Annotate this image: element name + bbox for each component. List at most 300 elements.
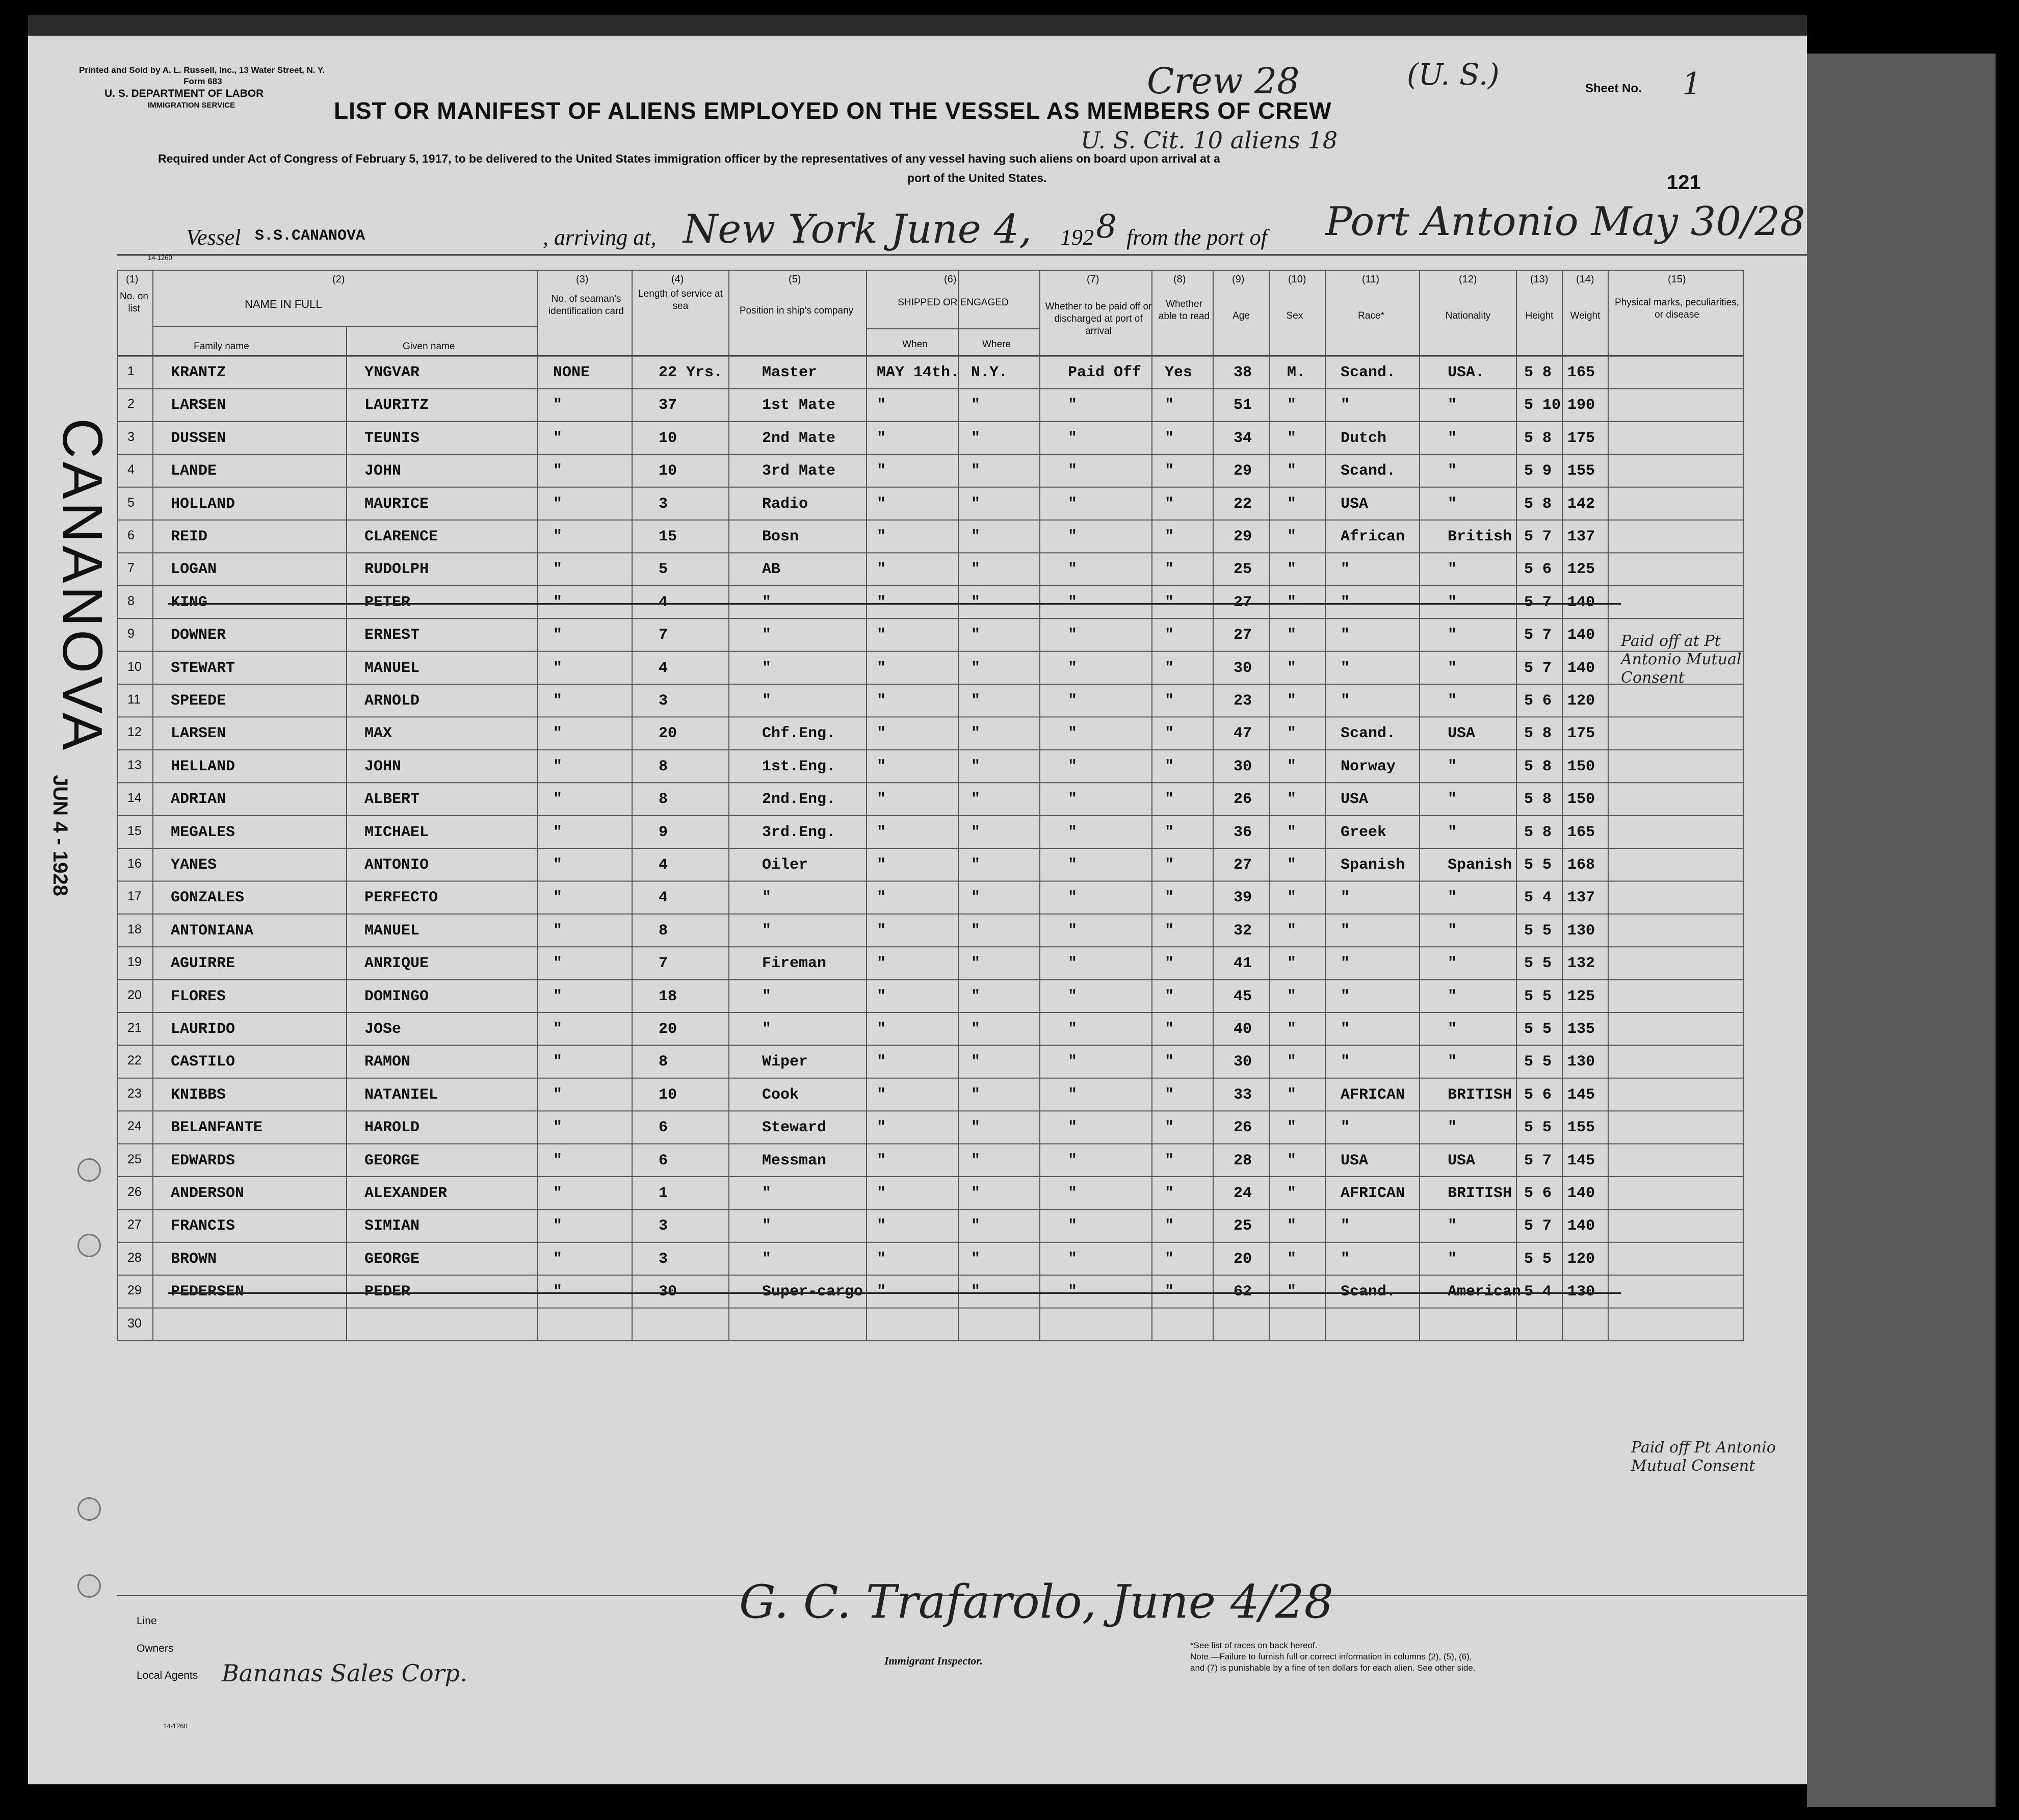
height: 5 6 <box>1524 561 1552 579</box>
nationality: " <box>1448 561 1457 579</box>
age: 29 <box>1234 462 1252 480</box>
position: Fireman <box>762 955 827 973</box>
column-number-label: (6) <box>944 274 957 285</box>
height: 5 8 <box>1524 758 1552 775</box>
col-header-id-card: No. of seaman's identification card <box>548 294 624 317</box>
paid-off: " <box>1068 725 1078 743</box>
race: " <box>1341 1021 1350 1038</box>
department-name: U. S. DEPARTMENT OF LABOR <box>104 88 264 99</box>
id-card: " <box>553 823 563 841</box>
given-name: RAMON <box>364 1053 411 1071</box>
family-name: LARSEN <box>171 725 226 743</box>
weight: 130 <box>1567 1053 1595 1071</box>
paid-off: " <box>1068 429 1078 447</box>
strike-through-line <box>168 1292 1621 1294</box>
nationality: " <box>1448 1119 1457 1137</box>
row-number: 2 <box>127 397 135 411</box>
weight: 175 <box>1567 725 1595 743</box>
length-of-service: 8 <box>659 1053 668 1071</box>
given-name: PERFECTO <box>364 889 438 907</box>
shipped-when: " <box>877 791 886 809</box>
vessel-name: S.S.CANANOVA <box>255 227 365 245</box>
race: " <box>1341 692 1350 710</box>
height: 5 5 <box>1524 1053 1552 1071</box>
row-number: 28 <box>127 1250 142 1265</box>
row-number: 18 <box>127 922 142 937</box>
stamp-number: 121 <box>1667 171 1701 194</box>
race: " <box>1341 593 1350 611</box>
family-name: HELLAND <box>171 758 235 775</box>
race: USA <box>1341 495 1369 513</box>
column-number-label: (1) <box>126 274 139 285</box>
height: 5 4 <box>1524 1283 1552 1301</box>
id-card: " <box>553 889 563 907</box>
column-number-label: (15) <box>1668 274 1686 285</box>
paid-off: " <box>1068 1053 1078 1071</box>
nationality: " <box>1448 593 1457 611</box>
shipped-where: " <box>971 987 981 1005</box>
shipped-where: " <box>971 1119 981 1137</box>
race: " <box>1341 1217 1350 1235</box>
able-to-read: " <box>1165 1250 1174 1268</box>
row-number: 25 <box>127 1152 142 1166</box>
height: 5 5 <box>1524 987 1552 1005</box>
position: Chf.Eng. <box>762 725 836 743</box>
column-number-label: (13) <box>1530 274 1549 285</box>
height: 5 6 <box>1524 1086 1552 1104</box>
position: 3rd.Eng. <box>762 823 836 841</box>
given-name: MANUEL <box>364 659 420 677</box>
position: Bosn <box>762 528 799 545</box>
length-of-service: 10 <box>659 429 677 447</box>
length-of-service: 9 <box>659 823 668 841</box>
height: 5 7 <box>1524 1152 1552 1169</box>
paid-off: " <box>1068 889 1078 907</box>
given-name: LAURITZ <box>364 397 429 414</box>
paid-off: " <box>1068 627 1078 644</box>
position: Wiper <box>762 1053 808 1071</box>
col-header-family-name: Family name <box>194 341 249 352</box>
paid-off: " <box>1068 791 1078 809</box>
shipped-where: N.Y. <box>971 364 1008 381</box>
row-number: 29 <box>127 1283 142 1298</box>
col-header-shipped: SHIPPED OR ENGAGED <box>898 297 1009 308</box>
length-of-service: 20 <box>659 1021 677 1038</box>
nationality: " <box>1448 495 1457 513</box>
sex: " <box>1287 1119 1297 1137</box>
row-number: 14 <box>127 791 142 805</box>
sex: " <box>1287 1152 1297 1169</box>
shipped-when: " <box>877 495 886 513</box>
shipped-when: " <box>877 1119 886 1137</box>
column-number-label: (9) <box>1232 274 1245 285</box>
id-card: " <box>553 955 563 973</box>
able-to-read: " <box>1165 889 1174 907</box>
race: " <box>1341 561 1350 579</box>
family-name: BROWN <box>171 1250 217 1268</box>
row-number: 30 <box>127 1316 142 1331</box>
age: 27 <box>1234 856 1252 874</box>
col-header-number: No. on list <box>120 291 148 314</box>
age: 22 <box>1234 495 1252 513</box>
id-card: " <box>553 692 563 710</box>
family-name: STEWART <box>171 659 235 677</box>
shipped-when: " <box>877 856 886 874</box>
position: 1st.Eng. <box>762 758 836 775</box>
nationality: " <box>1448 922 1457 940</box>
height: 5 7 <box>1524 593 1552 611</box>
family-name: REID <box>171 528 208 545</box>
sex: " <box>1287 1250 1297 1268</box>
able-to-read: " <box>1165 692 1174 710</box>
footnote-fine: and (7) is punishable by a fine of ten dollars for each alien. See other side. <box>1190 1663 1476 1673</box>
paid-off: " <box>1068 1119 1078 1137</box>
age: 25 <box>1234 1217 1252 1235</box>
shipped-where: " <box>971 692 981 710</box>
position: Radio <box>762 495 808 513</box>
position: " <box>762 627 772 644</box>
nationality: " <box>1448 627 1457 644</box>
weight: 140 <box>1567 659 1595 677</box>
subtitle-line-2: port of the United States. <box>907 171 1047 185</box>
height: 5 9 <box>1524 462 1552 480</box>
inspector-label: Immigrant Inspector. <box>884 1654 983 1667</box>
paid-off: " <box>1068 955 1078 973</box>
position: Messman <box>762 1152 827 1169</box>
weight: 175 <box>1567 429 1595 447</box>
given-name: ANTONIO <box>364 856 429 874</box>
shipped-when: " <box>877 758 886 775</box>
shipped-where: " <box>971 856 981 874</box>
length-of-service: 8 <box>659 922 668 940</box>
id-card: " <box>553 1053 563 1071</box>
age: 32 <box>1234 922 1252 940</box>
col-header-given-name: Given name <box>403 341 455 352</box>
length-of-service: 18 <box>659 987 677 1005</box>
age: 30 <box>1234 1053 1252 1071</box>
row-number: 24 <box>127 1119 142 1134</box>
given-name: TEUNIS <box>364 429 420 447</box>
shipped-when: " <box>877 1250 886 1268</box>
length-of-service: 7 <box>659 627 668 644</box>
sex: " <box>1287 627 1297 644</box>
shipped-when: " <box>877 561 886 579</box>
arrival-port: New York June 4, <box>683 206 1032 252</box>
race: African <box>1341 528 1405 545</box>
height: 5 7 <box>1524 627 1552 644</box>
able-to-read: " <box>1165 1217 1174 1235</box>
row-number: 27 <box>127 1217 142 1232</box>
sex: " <box>1287 528 1297 545</box>
height: 5 5 <box>1524 922 1552 940</box>
shipped-where: " <box>971 659 981 677</box>
weight: 145 <box>1567 1086 1595 1104</box>
able-to-read: " <box>1165 1053 1174 1071</box>
owners-label: Owners <box>137 1643 174 1654</box>
sex: " <box>1287 856 1297 874</box>
shipped-where: " <box>971 922 981 940</box>
sex: " <box>1287 791 1297 809</box>
length-of-service: 4 <box>659 889 668 907</box>
race: USA <box>1341 1152 1369 1169</box>
nationality: " <box>1448 692 1457 710</box>
age: 51 <box>1234 397 1252 414</box>
shipped-when: " <box>877 922 886 940</box>
sex: " <box>1287 1283 1297 1301</box>
able-to-read: " <box>1165 1152 1174 1169</box>
given-name: PETER <box>364 593 411 611</box>
weight: 142 <box>1567 495 1595 513</box>
nationality: " <box>1448 1053 1457 1071</box>
family-name: BELANFANTE <box>171 1119 263 1137</box>
age: 27 <box>1234 593 1252 611</box>
footnote-races: *See list of races on back hereof. <box>1190 1641 1318 1650</box>
nationality: BRITISH <box>1448 1185 1512 1202</box>
id-card: " <box>553 1086 563 1104</box>
id-card: " <box>553 627 563 644</box>
row-number: 8 <box>127 593 135 608</box>
paid-off: Paid Off <box>1068 364 1142 381</box>
weight: 130 <box>1567 1283 1595 1301</box>
footnote-note: Note.—Failure to furnish full or correct information in columns (2), (5), (6), <box>1190 1652 1472 1661</box>
able-to-read: " <box>1165 659 1174 677</box>
length-of-service: 6 <box>659 1152 668 1169</box>
paid-off: " <box>1068 659 1078 677</box>
age: 40 <box>1234 1021 1252 1038</box>
race: " <box>1341 955 1350 973</box>
given-name: JOHN <box>364 758 402 775</box>
paid-off: " <box>1068 1152 1078 1169</box>
able-to-read: " <box>1165 823 1174 841</box>
note-row-8: Paid off at Pt Antonio Mutual Consent <box>1621 632 1742 687</box>
local-agents-value: Bananas Sales Corp. <box>222 1659 467 1687</box>
able-to-read: " <box>1165 1185 1174 1202</box>
id-card: " <box>553 1217 563 1235</box>
subtitle-line-1: Required under Act of Congress of February 5, 1917, to be delivered to the United States immigration officer by the representatives of any vessel having such aliens on board upon arrival at a <box>158 152 1220 165</box>
id-card: " <box>553 1283 563 1301</box>
given-name: DOMINGO <box>364 987 429 1005</box>
nationality: " <box>1448 1217 1457 1235</box>
position: AB <box>762 561 781 579</box>
handwritten-citizen-counts: U. S. Cit. 10 aliens 18 <box>1081 126 1338 154</box>
height: 5 6 <box>1524 692 1552 710</box>
sex: " <box>1287 659 1297 677</box>
height: 5 5 <box>1524 1021 1552 1038</box>
weight: 150 <box>1567 758 1595 775</box>
weight: 190 <box>1567 397 1595 414</box>
shipped-when: " <box>877 987 886 1005</box>
paid-off: " <box>1068 692 1078 710</box>
column-number-label: (3) <box>576 274 589 285</box>
position: " <box>762 922 772 940</box>
shipped-when: " <box>877 692 886 710</box>
position: 1st Mate <box>762 397 836 414</box>
able-to-read: " <box>1165 987 1174 1005</box>
nationality: " <box>1448 397 1457 414</box>
col-header-weight: Weight <box>1570 310 1601 321</box>
family-name: AGUIRRE <box>171 955 235 973</box>
nationality: USA. <box>1448 364 1485 381</box>
age: 33 <box>1234 1086 1252 1104</box>
weight: 155 <box>1567 462 1595 480</box>
column-number-label: (5) <box>789 274 801 285</box>
race: " <box>1341 987 1350 1005</box>
length-of-service: 8 <box>659 791 668 809</box>
weight: 125 <box>1567 987 1595 1005</box>
id-card: " <box>553 1021 563 1038</box>
service-name: IMMIGRATION SERVICE <box>148 101 235 110</box>
shipped-when: " <box>877 1152 886 1169</box>
col-header-physical-marks: Physical marks, peculiarities, or disease <box>1615 297 1739 320</box>
shipped-where: " <box>971 791 981 809</box>
paid-off: " <box>1068 528 1078 545</box>
given-name: JOSe <box>364 1021 402 1038</box>
column-number-label: (2) <box>332 274 345 285</box>
col-header-age: Age <box>1233 310 1250 321</box>
sheet-label: Sheet No. <box>1585 82 1642 95</box>
shipped-where: " <box>971 627 981 644</box>
able-to-read: " <box>1165 791 1174 809</box>
race: " <box>1341 1053 1350 1071</box>
sex: " <box>1287 725 1297 743</box>
paid-off: " <box>1068 856 1078 874</box>
race: Spanish <box>1341 856 1405 874</box>
able-to-read: " <box>1165 856 1174 874</box>
family-name: ANTONIANA <box>171 922 254 940</box>
shipped-when: " <box>877 462 886 480</box>
age: 26 <box>1234 1119 1252 1137</box>
given-name: ALBERT <box>364 791 420 809</box>
given-name: HAROLD <box>364 1119 420 1137</box>
shipped-when: " <box>877 429 886 447</box>
sex: " <box>1287 495 1297 513</box>
age: 39 <box>1234 889 1252 907</box>
given-name: ALEXANDER <box>364 1185 448 1202</box>
height: 5 7 <box>1524 528 1552 545</box>
id-card: NONE <box>553 364 590 381</box>
height: 5 5 <box>1524 1119 1552 1137</box>
col-header-height: Height <box>1525 310 1554 321</box>
able-to-read: " <box>1165 429 1174 447</box>
able-to-read: " <box>1165 758 1174 775</box>
nationality: USA <box>1448 1152 1476 1169</box>
position: " <box>762 659 772 677</box>
col-header-position: Position in ship's company <box>739 305 854 316</box>
id-card: " <box>553 561 563 579</box>
nationality: " <box>1448 791 1457 809</box>
length-of-service: 8 <box>659 758 668 775</box>
able-to-read: " <box>1165 561 1174 579</box>
given-name: CLARENCE <box>364 528 438 545</box>
able-to-read: " <box>1165 593 1174 611</box>
sex: " <box>1287 1086 1297 1104</box>
shipped-when: " <box>877 1283 886 1301</box>
shipped-where: " <box>971 561 981 579</box>
id-card: " <box>553 725 563 743</box>
height: 5 7 <box>1524 1217 1552 1235</box>
shipped-when: " <box>877 528 886 545</box>
row-number: 4 <box>127 462 135 477</box>
row-number: 1 <box>127 364 135 378</box>
position: Cook <box>762 1086 799 1104</box>
shipped-when: " <box>877 1053 886 1071</box>
position: 2nd.Eng. <box>762 791 836 809</box>
height: 5 8 <box>1524 495 1552 513</box>
family-name: DOWNER <box>171 627 226 644</box>
shipped-where: " <box>971 462 981 480</box>
height: 5 7 <box>1524 659 1552 677</box>
nationality: Spanish <box>1448 856 1512 874</box>
shipped-when: " <box>877 1021 886 1038</box>
race: " <box>1341 922 1350 940</box>
able-to-read: " <box>1165 1119 1174 1137</box>
race: AFRICAN <box>1341 1185 1405 1202</box>
height: 5 8 <box>1524 791 1552 809</box>
col-header-where: Where <box>982 339 1011 350</box>
weight: 150 <box>1567 791 1595 809</box>
given-name: NATANIEL <box>364 1086 438 1104</box>
given-name: RUDOLPH <box>364 561 429 579</box>
able-to-read: " <box>1165 495 1174 513</box>
shipped-when: " <box>877 955 886 973</box>
able-to-read: Yes <box>1165 364 1193 381</box>
given-name: MAX <box>364 725 392 743</box>
race: Norway <box>1341 758 1396 775</box>
race: " <box>1341 397 1350 414</box>
strike-through-line <box>168 603 1621 605</box>
column-number-label: (8) <box>1173 274 1186 285</box>
shipped-where: " <box>971 1086 981 1104</box>
sex: " <box>1287 823 1297 841</box>
nationality: " <box>1448 1021 1457 1038</box>
position: " <box>762 593 772 611</box>
shipped-where: " <box>971 889 981 907</box>
able-to-read: " <box>1165 955 1174 973</box>
paid-off: " <box>1068 1250 1078 1268</box>
position: " <box>762 1217 772 1235</box>
shipped-where: " <box>971 495 981 513</box>
given-name: MICHAEL <box>364 823 429 841</box>
id-card: " <box>553 856 563 874</box>
height: 5 5 <box>1524 856 1552 874</box>
col-header-nationality: Nationality <box>1445 310 1491 321</box>
sex: " <box>1287 1217 1297 1235</box>
able-to-read: " <box>1165 528 1174 545</box>
id-card: " <box>553 987 563 1005</box>
weight: 132 <box>1567 955 1595 973</box>
race: Dutch <box>1341 429 1387 447</box>
row-number: 13 <box>127 758 142 772</box>
paid-off: " <box>1068 758 1078 775</box>
able-to-read: " <box>1165 397 1174 414</box>
length-of-service: 10 <box>659 462 677 480</box>
length-of-service: 6 <box>659 1119 668 1137</box>
shipped-where: " <box>971 1217 981 1235</box>
shipped-when: " <box>877 593 886 611</box>
given-name: ARNOLD <box>364 692 420 710</box>
shipped-when: " <box>877 627 886 644</box>
position: " <box>762 987 772 1005</box>
col-header-service: Length of service at sea <box>638 289 723 311</box>
able-to-read: " <box>1165 922 1174 940</box>
row-number: 3 <box>127 429 135 444</box>
given-name: JOHN <box>364 462 402 480</box>
length-of-service: 4 <box>659 659 668 677</box>
shipped-where: " <box>971 1152 981 1169</box>
family-name: FRANCIS <box>171 1217 235 1235</box>
given-name: GEORGE <box>364 1152 420 1169</box>
given-name: ANRIQUE <box>364 955 429 973</box>
